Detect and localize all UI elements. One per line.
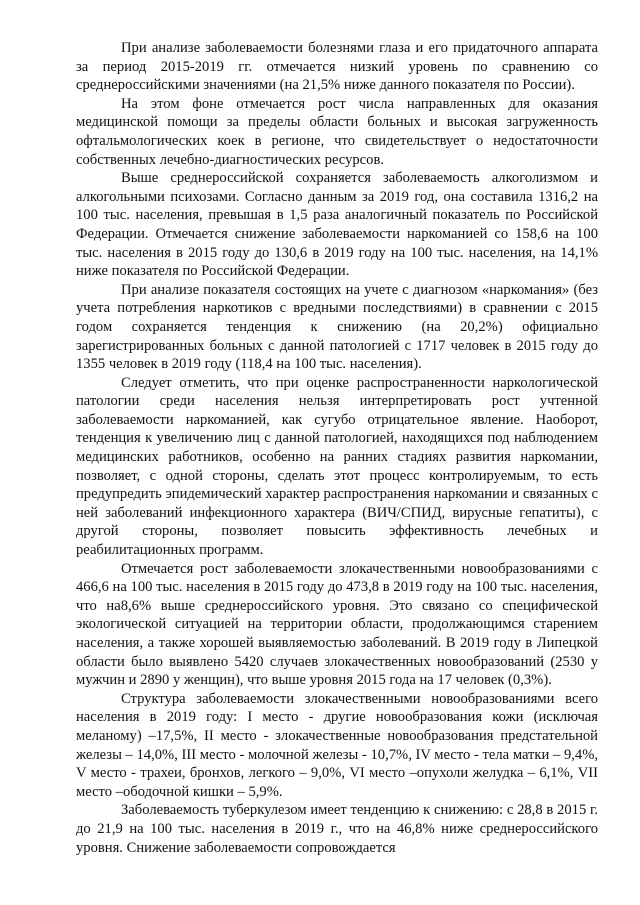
paragraph-alcoholism: Выше среднероссийской сохраняется заболеваемость алкоголизмом и алкогольными психозами. Согласно данным за 2019 год, она составила 1316,2 на 100 тыс. населения, превышая в 1,5 раза аналогичный показатель по Российской Федерации. Отмечается снижение заболеваемости наркоманией со 158,6 на 100 тыс. населения в 2015 году до 130,6 в 2019 году на 100 тыс. населения, на 14,1% ниже показателя по Российской Федерации. bbox=[76, 170, 598, 280]
paragraph-drug-addiction-registry: При анализе показателя состоящих на учете с диагнозом «наркомания» (без учета потребления наркотиков с вредными последствиями) в сравнении с 2015 годом сохраняется тенденция к снижению (на 20,2%) официально зарегистрированных больных с данной патологией с 1717 человек в 2015 году до 1355 человек в 2019 году (118,4 на 100 тыс. населения). bbox=[76, 281, 598, 373]
paragraph-tuberculosis: Заболеваемость туберкулезом имеет тенденцию к снижению: с 28,8 в 2015 г. до 21,9 на 100 тыс. населения в 2019 г., что на 46,8% ниже среднероссийского уровня. Снижение заболеваемости сопровождается bbox=[76, 802, 598, 856]
paragraph-ophthalmology-resources: На этом фоне отмечается рост числа направленных для оказания медицинской помощи за пределы области больных и высокая загруженность офтальмологических коек в регионе, что свидетельствует о недостаточности собственных лечебно-диагностических ресурсов. bbox=[76, 95, 598, 168]
paragraph-cancer-structure: Структура заболеваемости злокачественными новообразованиями всего населения в 2019 году: I место - другие новообразования кожи (исключая меланому) –17,5%, II место - злокачественные новообразования предстательной железы – 14,0%, III место - молочной железы - 10,7%, IV место - тела матки – 9,4%, V место - трахеи, бронхов, легкого – 9,0%, VI место –опухоли желудка – 6,1%, VII место –ободочной кишки – 5,9%. bbox=[76, 690, 598, 800]
paragraph-eye-diseases: При анализе заболеваемости болезнями глаза и его придаточного аппарата за период 2015-2019 гг. отмечается низкий уровень по сравнению со среднероссийскими значениями (на 21,5% ниже данного показателя по России). bbox=[76, 40, 598, 94]
paragraph-drug-addiction-interpretation: Следует отметить, что при оценке распространенности наркологической патологии среди населения нельзя интерпретировать рост учтенной заболеваемости наркоманией, как сугубо отрицательное явление. Наоборот, тенденция к увеличению лиц с данной патологией, находящихся под наблюдением медицинских работников, особенно на ранних стадиях развития наркомании, позволяет, с одной стороны, сделать этот процесс контролируемым, то есть предупредить эпидемический характер распространения наркомании и связанных с ней заболеваний инфекционного характера (ВИЧ/СПИД, вирусные гепатиты), с другой стороны, позволяет повысить эффективность лечебных и реабилитационных программ. bbox=[76, 374, 598, 559]
document-page bbox=[76, 39, 598, 857]
paragraph-malignant-neoplasms: Отмечается рост заболеваемости злокачественными новообразованиями с 466,6 на 100 тыс. населения в 2015 году до 473,8 в 2019 году на 100 тыс. населения, что на8,6% выше среднероссийского уровня. Это связано со специфической экологической ситуацией на территории области, продолжающимся старением населения, а также хорошей выявляемостью заболеваний. В 2019 году в Липецкой области было выявлено 5420 случаев злокачественных новообразований (2530 у мужчин и 2890 у женщин), что выше уровня 2015 года на 17 человек (0,3%). bbox=[76, 560, 598, 689]
